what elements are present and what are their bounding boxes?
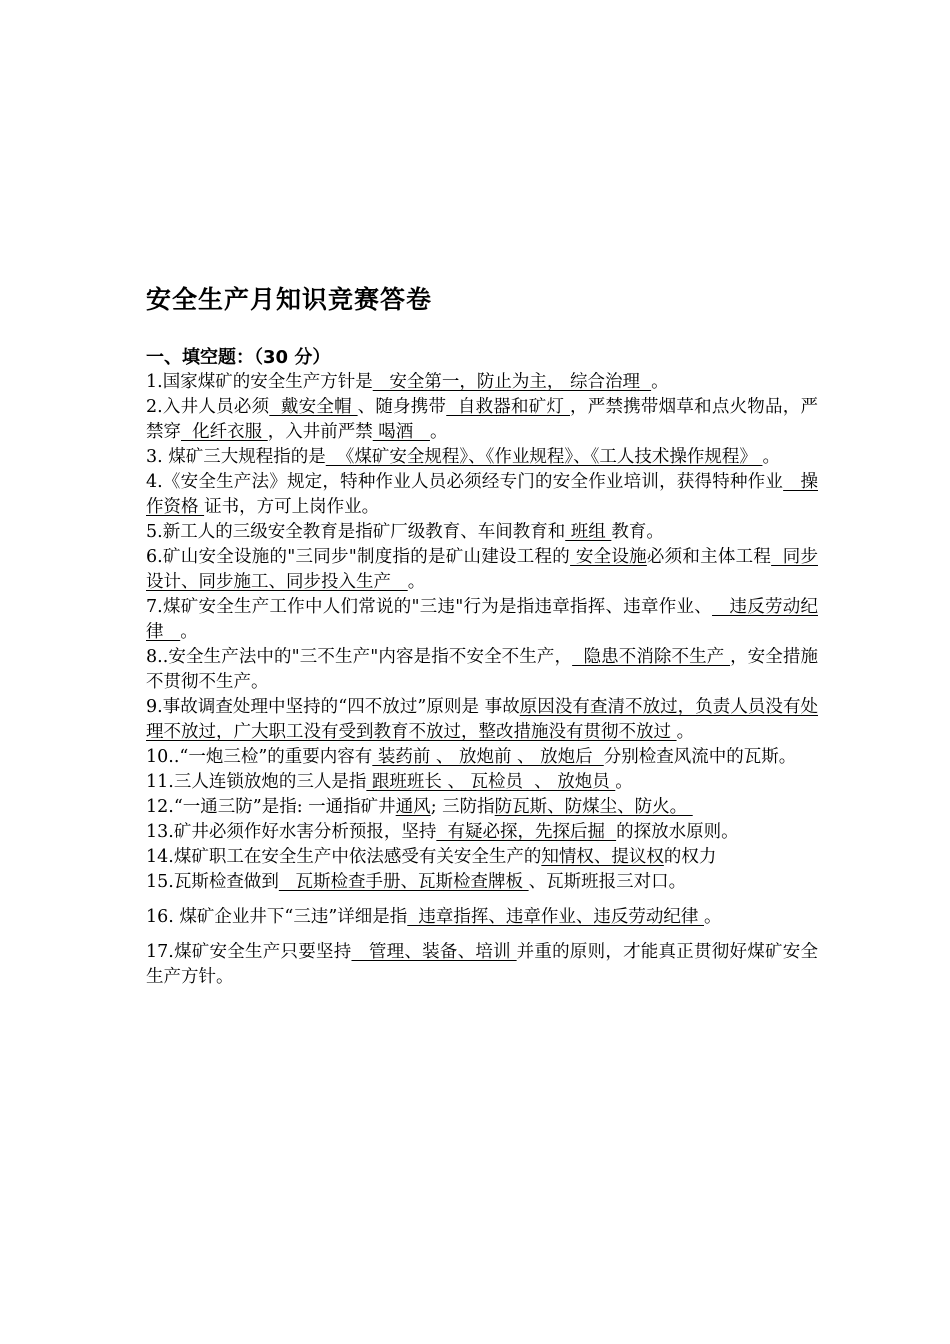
question-text: 的探放水原则。: [616, 822, 739, 842]
question-text: 必须和主体工程: [646, 547, 772, 567]
question-text: 9.事故调查处理中坚持的“四不放过”原则是 事故: [146, 697, 520, 717]
answer-blank: 管理、装备、培训: [351, 942, 517, 962]
answer-blank: 隐患不消除不生产: [572, 647, 731, 667]
answer-blank: 违反劳动纪律: [146, 597, 818, 642]
answer-blank: 有疑必探，先探后掘: [436, 822, 617, 842]
answer-blank: 《煤矿安全规程》、《作业规程》、《工人技术操作规程》: [325, 447, 763, 467]
answer-blank: 化纤衣服: [181, 422, 268, 442]
question-text: 并重的原则，才能真正贯彻好煤矿安全生产方针。: [146, 942, 818, 987]
answer-blank: 自救器和矿灯: [446, 397, 571, 417]
question-item: [146, 795, 818, 820]
question-text: 分别检查风流中的瓦斯。: [603, 747, 797, 767]
question-text: 17.煤矿安全生产只要坚持: [146, 942, 352, 962]
question-text: ，入井前严禁: [267, 422, 373, 442]
section-heading: 一、填空题：（30 分）: [146, 347, 331, 368]
question-text: 8..安全生产法中的"三不生产"内容是指不安全不生产，: [146, 647, 573, 667]
question-text: ，严禁携带烟草和点火物品，严禁穿: [146, 397, 818, 442]
question-text: 15.瓦斯检查做到: [146, 872, 279, 892]
question-text: 4.《安全生产法》规定，特种作业人员必须经专门的安全作业培训，获得特种作业: [146, 472, 784, 492]
question-item: [146, 905, 818, 930]
question-text: ; 三防指: [430, 797, 495, 817]
question-item: [146, 645, 818, 695]
answer-blank: 违章指挥、违章作业、违反劳动纪律: [407, 907, 704, 927]
question-text: 14.煤矿职工在安全生产中依法感受有关安全生产的: [146, 847, 542, 867]
question-item: [146, 520, 818, 545]
question-text: 10..“一炮三检”的重要内容有: [146, 747, 373, 767]
question-text: 教育。: [611, 522, 664, 542]
question-list: [146, 370, 818, 990]
question-item: [146, 820, 818, 845]
question-item: [146, 845, 818, 870]
question-item: [146, 470, 818, 520]
question-text: 。: [651, 372, 669, 392]
question-item: [146, 870, 818, 895]
answer-blank: 通风: [395, 797, 431, 817]
answer-blank: 同步设计、同步施工、同步投入生产: [146, 547, 818, 592]
answer-blank: 跟班班长 、 瓦检员 、 放炮员: [366, 772, 616, 792]
question-item: [146, 545, 818, 595]
question-item: [146, 445, 818, 470]
question-item: [146, 595, 818, 645]
question-text: 。: [676, 722, 695, 742]
question-text: 证书，方可上岗作业。: [204, 497, 380, 517]
answer-blank: 防瓦斯、防煤尘、防火。: [494, 797, 693, 817]
question-text: 1.国家煤矿的安全生产方针是: [146, 372, 373, 392]
question-text: 3. 煤矿三大规程指的是: [146, 447, 326, 467]
question-text: ，安全措施不贯彻不生产。: [146, 647, 819, 692]
answer-blank: 喝酒: [372, 422, 430, 442]
question-text: 7.煤矿安全生产工作中人们常说的"三违"行为是指违章指挥、违章作业、: [146, 597, 713, 617]
question-text: 、随身携带: [357, 397, 447, 417]
question-text: 5.新工人的三级安全教育是指矿厂级教育、车间教育和: [146, 522, 566, 542]
answer-blank: 瓦斯检查手册、瓦斯检查牌板: [278, 872, 529, 892]
question-text: 。: [703, 907, 722, 927]
question-item: [146, 395, 818, 445]
answer-blank: 知情权、提议权: [541, 847, 664, 867]
question-item: [146, 695, 818, 745]
question-item: [146, 370, 818, 395]
answer-sheet: [146, 282, 818, 990]
question-item: [146, 770, 818, 795]
answer-blank: 安全第一，防止为主， 综合治理: [372, 372, 652, 392]
question-text: 13.矿井必须作好水害分析预报，坚持: [146, 822, 437, 842]
answer-blank: 原因没有查清不放过，负责人员没有处理不放过，广大职工没有受到教育不放过，整改措施没有贯彻不放过: [146, 697, 819, 742]
question-text: 11.三人连锁放炮的三人是指: [146, 772, 367, 792]
question-text: 。: [762, 447, 780, 467]
question-text: 12.“一通三防”是指: 一通指矿井: [146, 797, 396, 817]
question-text: 6.矿山安全设施的"三同步"制度指的是矿山建设工程的: [146, 547, 571, 567]
page-title: 安全生产月知识竞赛答卷: [146, 285, 433, 314]
answer-blank: 操作资格: [146, 472, 818, 517]
question-item: [146, 940, 818, 990]
question-text: 。: [180, 622, 198, 642]
question-text: 。: [429, 422, 448, 442]
answer-blank: 班组: [565, 522, 612, 542]
question-item: [146, 745, 818, 770]
answer-blank: 戴安全帽: [269, 397, 358, 417]
question-text: 。: [407, 572, 426, 592]
question-text: 。: [615, 772, 633, 792]
question-text: 、瓦斯班报三对口。: [528, 872, 687, 892]
question-text: 的权力: [663, 847, 717, 867]
answer-blank: 安全设施: [570, 547, 647, 567]
answer-blank: 装药前 、 放炮前 、 放炮后: [372, 747, 604, 767]
question-text: 16. 煤矿企业井下“三违”详细是指: [146, 907, 408, 927]
question-text: 2.入井人员必须: [146, 397, 270, 417]
